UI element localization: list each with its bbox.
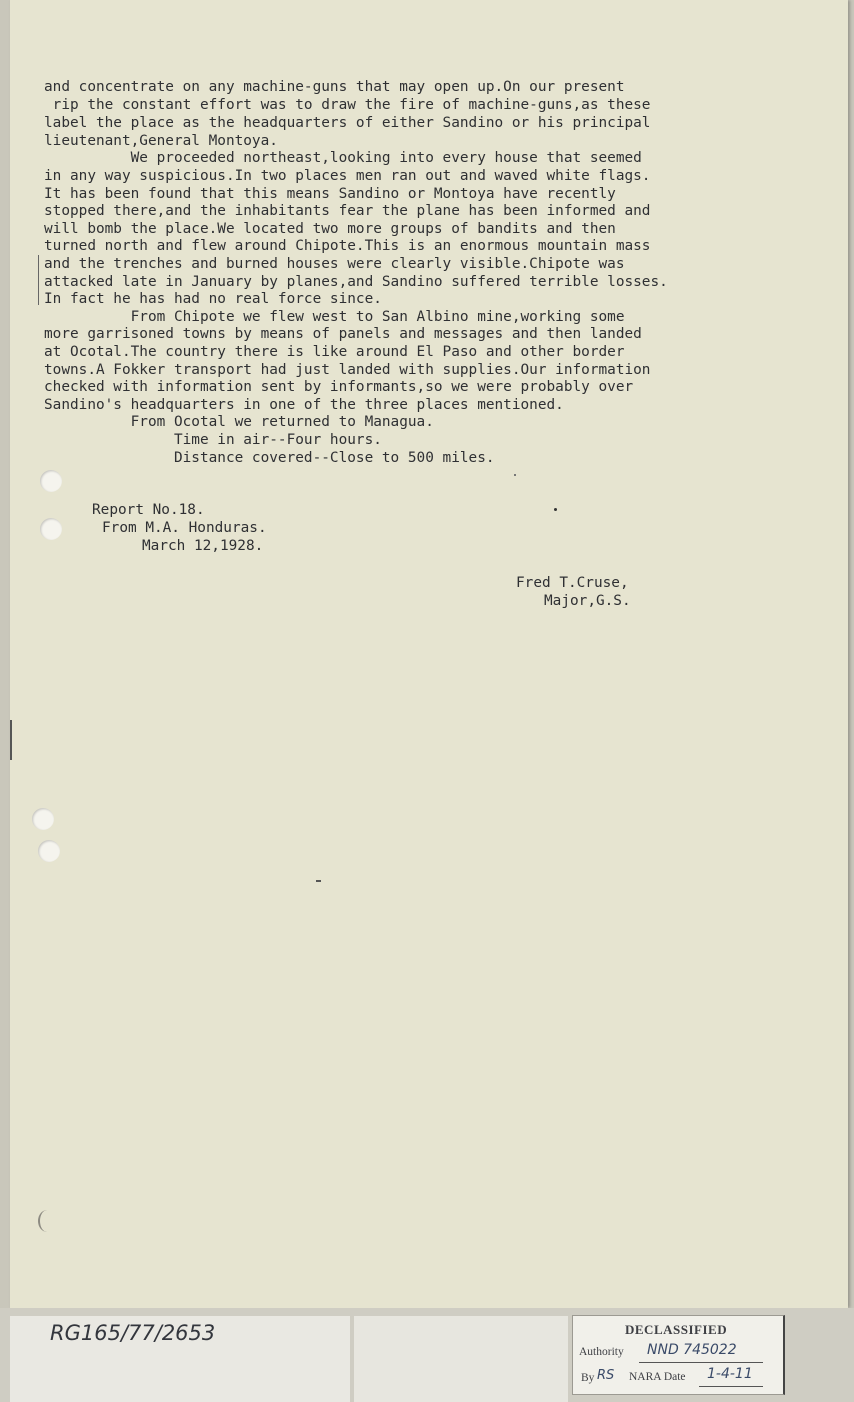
speck bbox=[514, 474, 516, 476]
body-line: Distance covered--Close to 500 miles. bbox=[44, 450, 495, 466]
report-number: Report No.18. bbox=[92, 502, 205, 518]
body-line: and the trenches and burned houses were clearly visible.Chipote was bbox=[44, 256, 625, 272]
by-label: By bbox=[581, 1372, 595, 1384]
body-line: attacked late in January by planes,and Sandino suffered terrible losses. bbox=[44, 274, 668, 290]
body-line: turned north and flew around Chipote.This is an enormous mountain mass bbox=[44, 238, 651, 254]
body-line: label the place as the headquarters of either Sandino or his principal bbox=[44, 115, 651, 131]
body-line: From Chipote we flew west to San Albino mine,working some bbox=[44, 309, 625, 325]
signer-name: Fred T.Cruse, bbox=[516, 575, 629, 591]
document-page bbox=[10, 0, 848, 1308]
body-line: will bomb the place.We located two more groups of bandits and then bbox=[44, 221, 616, 237]
by-value: RS bbox=[597, 1368, 615, 1383]
archive-reference: RG165/77/2653 bbox=[50, 1321, 216, 1345]
body-line: in any way suspicious.In two places men ran out and waved white flags. bbox=[44, 168, 651, 184]
body-line: at Ocotal.The country there is like around El Paso and other border bbox=[44, 344, 625, 360]
punch-hole bbox=[38, 840, 60, 862]
body-line: and concentrate on any machine-guns that may open up.On our present bbox=[44, 79, 625, 95]
authority-label: Authority bbox=[579, 1346, 624, 1358]
body-line: lieutenant,General Montoya. bbox=[44, 133, 278, 149]
punch-hole bbox=[38, 1210, 56, 1232]
signer-title: Major,G.S. bbox=[544, 593, 631, 609]
date-value: 1-4-11 bbox=[707, 1366, 753, 1382]
body-line: In fact he has had no real force since. bbox=[44, 291, 382, 307]
body-line: more garrisoned towns by means of panels and messages and then landed bbox=[44, 326, 642, 342]
body-line: checked with information sent by informants,so we were probably over bbox=[44, 379, 634, 395]
body-line: towns.A Fokker transport had just landed with supplies.Our information bbox=[44, 362, 651, 378]
body-line: We proceeded northeast,looking into every house that seemed bbox=[44, 150, 642, 166]
margin-mark bbox=[38, 255, 39, 305]
archive-card bbox=[354, 1316, 568, 1402]
report-source: From M.A. Honduras. bbox=[102, 520, 267, 536]
authority-value: NND 745022 bbox=[647, 1342, 737, 1358]
declassified-stamp bbox=[572, 1315, 785, 1395]
stamp-title: DECLASSIFIED bbox=[625, 1322, 728, 1337]
report-date: March 12,1928. bbox=[142, 538, 264, 554]
body-line: rip the constant effort was to draw the fire of machine-guns,as these bbox=[44, 97, 651, 113]
speck bbox=[554, 508, 557, 511]
body-line: Sandino's headquarters in one of the three places mentioned. bbox=[44, 397, 564, 413]
body-line: It has been found that this means Sandino or Montoya have recently bbox=[44, 186, 616, 202]
nara-date-label: NARA Date bbox=[629, 1371, 686, 1383]
margin-mark bbox=[10, 720, 12, 760]
punch-hole bbox=[40, 470, 62, 492]
stamp-underline bbox=[639, 1362, 763, 1363]
body-line: stopped there,and the inhabitants fear the plane has been informed and bbox=[44, 203, 651, 219]
stamp-underline bbox=[699, 1386, 763, 1387]
punch-hole bbox=[40, 518, 62, 540]
body-line: Time in air--Four hours. bbox=[44, 432, 382, 448]
speck bbox=[316, 880, 321, 882]
body-line: From Ocotal we returned to Managua. bbox=[44, 414, 434, 430]
punch-hole bbox=[32, 808, 54, 830]
